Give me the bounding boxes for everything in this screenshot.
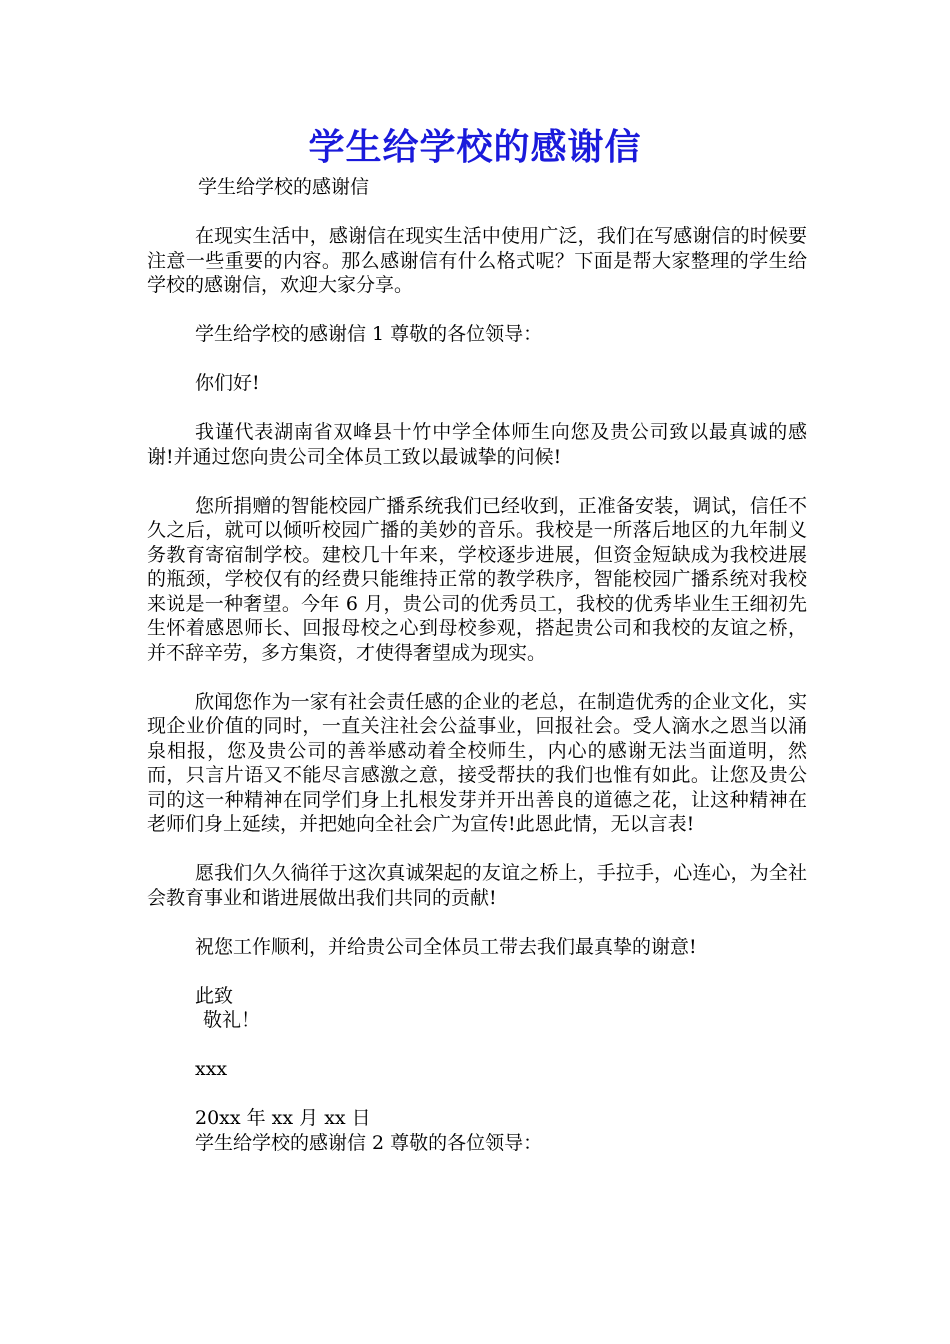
paragraph-1: 我谨代表湖南省双峰县十竹中学全体师生向您及贵公司致以最真诚的感谢!并通过您向贵公司全体员工致以最诚挚的问候!	[147, 421, 807, 468]
greeting: 你们好!	[195, 372, 260, 394]
document-subtitle: 学生给学校的感谢信	[198, 176, 370, 198]
closing-line-2: 敬礼！	[203, 1009, 261, 1031]
document-title: 学生给学校的感谢信	[308, 127, 642, 168]
signature: xxx	[195, 1058, 228, 1080]
closing-line-1: 此致	[195, 984, 234, 1007]
date: 20xx 年 xx 月 xx 日	[195, 1107, 371, 1129]
letter2-heading: 学生给学校的感谢信 2 尊敬的各位领导：	[195, 1131, 543, 1154]
letter1-heading: 学生给学校的感谢信 1 尊敬的各位领导：	[195, 323, 543, 345]
intro-paragraph: 在现实生活中，感谢信在现实生活中使用广泛，我们在写感谢信的时候要注意一些重要的内容。那么感谢信有什么格式呢？下面是帮大家整理的学生给学校的感谢信，欢迎大家分享。	[147, 225, 807, 296]
paragraph-3: 欣闻您作为一家有社会责任感的企业的老总，在制造优秀的企业文化，实现企业价值的同时，一直关注社会公益事业，回报社会。受人滴水之恩当以涌泉相报，您及贵公司的善举感动着全校师生，内心的感谢无法当面道明，然而，只言片语又不能尽言感激之意，接受帮扶的我们也惟有如此。让您及贵公司的这一种精神在同学们身上扎根发芽并开出善良的道德之花，让这种精神在老师们身上延续，并把她向全社会广为宣传!此恩此情，无以言表!	[147, 690, 807, 835]
document-body	[147, 224, 807, 1180]
paragraph-2: 您所捐赠的智能校园广播系统我们已经收到，正准备安装，调试，信任不久之后，就可以倾听校园广播的美妙的音乐。我校是一所落后地区的九年制义务教育寄宿制学校。建校几十年来，学校逐步进展，但资金短缺成为我校进展的瓶颈，学校仅有的经费只能维持正常的教学秩序，智能校园广播系统对我校来说是一种奢望。今年 6 月，贵公司的优秀员工，我校的优秀毕业生王细初先生怀着感恩师长、回报母校之心到母校参观，搭起贵公司和我校的友谊之桥，并不辞辛劳，多方集资，才使得奢望成为现实。	[147, 494, 807, 664]
paragraph-5: 祝您工作顺利，并给贵公司全体员工带去我们最真挚的谢意!	[195, 935, 697, 958]
paragraph-4: 愿我们久久徜徉于这次真诚架起的友谊之桥上，手拉手，心连心，为全社会教育事业和谐进展做出我们共同的贡献!	[147, 862, 807, 909]
